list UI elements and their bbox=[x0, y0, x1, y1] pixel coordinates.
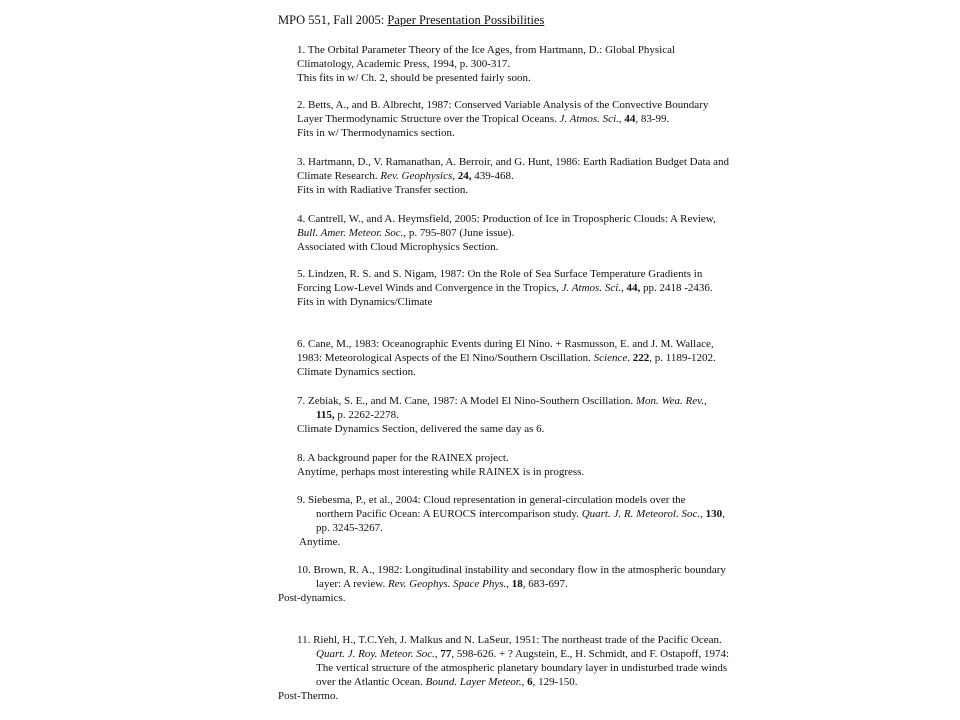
entry-11 bbox=[278, 633, 767, 703]
citation-line bbox=[297, 337, 767, 351]
citation-line bbox=[297, 451, 767, 465]
citation-text: 9. Siebesma, P., et al., 2004: Cloud representation in general-circulation models over the bbox=[297, 494, 686, 506]
citation-line bbox=[297, 267, 767, 281]
citation-line bbox=[297, 98, 767, 112]
citation-text: , bbox=[618, 113, 625, 125]
entry-5 bbox=[297, 267, 767, 309]
citation-line bbox=[297, 661, 767, 675]
citation-text: , bbox=[722, 508, 725, 520]
citation-text: pp. 3245-3267. bbox=[316, 522, 383, 534]
entry-9 bbox=[297, 493, 767, 549]
citation-text: Climate Research. bbox=[297, 170, 381, 182]
citation-text: p. 2262-2278. bbox=[334, 409, 399, 421]
citation-line bbox=[297, 281, 767, 295]
journal-name: J. Atmos. Sci. bbox=[559, 113, 619, 125]
citation-text: Forcing Low-Level Winds and Convergence in the Tropics, bbox=[297, 282, 562, 294]
course-label: MPO 551, Fall 2005: bbox=[278, 13, 388, 27]
citation-text: Climatology, Academic Press, 1994, p. 300-317. bbox=[297, 58, 511, 70]
citation-line bbox=[297, 351, 767, 365]
entry-note: Fits in with Radiative Transfer section. bbox=[297, 184, 469, 196]
citation-line bbox=[297, 563, 767, 577]
entry-note: This fits in w/ Ch. 2, should be presented fairly soon. bbox=[297, 72, 531, 84]
journal-name: Bull. Amer. Meteor. Soc., bbox=[297, 227, 407, 239]
citation-line bbox=[297, 493, 767, 507]
volume-number: 222 bbox=[632, 352, 650, 364]
citation-text: 5. Lindzen, R. S. and S. Nigam, 1987: On the Role of Sea Surface Temperature Gradients in bbox=[297, 268, 703, 280]
entry-8 bbox=[297, 451, 767, 479]
entry-2 bbox=[297, 98, 767, 140]
citation-text: 7. Zebiak, S. E., and M. Cane, 1987: A Model El Nino-Southern Oscillation. bbox=[297, 395, 636, 407]
entry-6 bbox=[297, 337, 767, 379]
citation-text: , bbox=[506, 578, 512, 590]
citation-text: Layer Thermodynamic Structure over the Tropical Oceans. bbox=[297, 113, 560, 125]
entry-4 bbox=[297, 212, 767, 254]
entry-3 bbox=[297, 155, 767, 197]
journal-name: Bound. Layer Meteor. bbox=[425, 676, 522, 688]
entry-7 bbox=[297, 394, 767, 436]
volume-number: 77 bbox=[440, 648, 452, 660]
citation-line bbox=[297, 408, 767, 422]
citation-text: . bbox=[627, 352, 633, 364]
entry-10 bbox=[278, 563, 767, 605]
citation-text: 1. The Orbital Parameter Theory of the Ice Ages, from Hartmann, D.: Global Physical bbox=[297, 44, 676, 56]
citation-line bbox=[297, 57, 767, 71]
volume-number: 18 bbox=[511, 578, 523, 590]
citation-text: pp. 2418 -2436. bbox=[640, 282, 713, 294]
citation-line bbox=[297, 394, 767, 408]
citation-text: , bbox=[521, 676, 528, 688]
citation-text: , 83-99. bbox=[635, 113, 670, 125]
entry-note: Climate Dynamics section. bbox=[297, 366, 416, 378]
citation-text: 11. Riehl, H., T.C.Yeh, J. Malkus and N. LaSeur, 1951: The northeast trade of the Pacific Ocean. bbox=[297, 634, 722, 646]
citation-line bbox=[297, 633, 767, 647]
citation-text: over the Atlantic Ocean. bbox=[316, 676, 426, 688]
citation-text: , 129-150. bbox=[532, 676, 578, 688]
journal-name: Quart. J. R. Meteorol. Soc., bbox=[581, 508, 703, 520]
citation-line bbox=[297, 226, 767, 240]
citation-line bbox=[297, 675, 767, 689]
journal-name: Quart. J. Roy. Meteor. Soc. bbox=[316, 648, 435, 660]
journal-name: Mon. Wea. Rev., bbox=[635, 395, 707, 407]
citation-text: 8. A background paper for the RAINEX project. bbox=[297, 452, 509, 464]
volume-number: 6 bbox=[527, 676, 533, 688]
citation-line bbox=[297, 212, 767, 226]
journal-name: Science bbox=[593, 352, 628, 364]
volume-number: 44 bbox=[624, 113, 636, 125]
citation-line bbox=[297, 155, 767, 169]
entry-1 bbox=[297, 43, 767, 85]
citation-line bbox=[297, 112, 767, 126]
entry-note: Post-dynamics. bbox=[278, 592, 346, 604]
volume-number: 24, bbox=[457, 170, 472, 182]
citation-text: 439-468. bbox=[471, 170, 514, 182]
citation-text: layer: A review. bbox=[316, 578, 388, 590]
citation-text: The vertical structure of the atmospheric planetary boundary layer in undisturbed trade winds bbox=[316, 662, 728, 674]
citation-text: p. 795-807 (June issue). bbox=[406, 227, 515, 239]
citation-line bbox=[297, 507, 767, 521]
citation-text: , bbox=[434, 648, 441, 660]
entry-note: Climate Dynamics Section, delivered the same day as 6. bbox=[297, 423, 545, 435]
citation-line bbox=[297, 43, 767, 57]
citation-text: 1983: Meteorological Aspects of the El Nino/Southern Oscillation. bbox=[297, 352, 594, 364]
journal-name: Rev. Geophys. Space Phys. bbox=[387, 578, 507, 590]
entry-note: Fits in w/ Thermodynamics section. bbox=[297, 127, 455, 139]
entry-note: Anytime. bbox=[299, 536, 341, 548]
citation-text: , 598-626. + ? Augstein, E., H. Schmidt, and F. Ostapoff, 1974: bbox=[451, 648, 730, 660]
citation-line bbox=[297, 169, 767, 183]
citation-text: , 683-697. bbox=[522, 578, 568, 590]
citation-text: northern Pacific Ocean: A EUROCS intercomparison study. bbox=[316, 508, 582, 520]
title-underlined: Paper Presentation Possibilities bbox=[387, 13, 545, 27]
volume-number: 130 bbox=[705, 508, 723, 520]
journal-name: J. Atmos. Sci. bbox=[561, 282, 622, 294]
citation-text: 10. Brown, R. A., 1982: Longitudinal instability and secondary flow in the atmospheric boundary bbox=[297, 564, 726, 576]
citation-line bbox=[297, 647, 767, 661]
volume-number: 44, bbox=[626, 282, 641, 294]
citation-line bbox=[297, 577, 767, 591]
citation-text: , p. 1189-1202. bbox=[649, 352, 716, 364]
citation-text: 2. Betts, A., and B. Albrecht, 1987: Conserved Variable Analysis of the Convective Boundary bbox=[297, 99, 709, 111]
citation-text: 3. Hartmann, D., V. Ramanathan, A. Berroir, and G. Hunt, 1986: Earth Radiation Budget Data and bbox=[297, 156, 730, 168]
entry-note: Post-Thermo. bbox=[278, 690, 339, 702]
citation-text: 6. Cane, M., 1983: Oceanographic Events during El Nino. + Rasmusson, E. and J. M. Wallace, bbox=[297, 338, 714, 350]
entry-note: Fits in with Dynamics/Climate bbox=[297, 296, 433, 308]
citation-text: 4. Cantrell, W., and A. Heymsfield, 2005: Production of Ice in Tropospheric Clouds: A Review, bbox=[297, 213, 716, 225]
journal-name: Rev. Geophysics, bbox=[380, 170, 456, 182]
entry-note: Associated with Cloud Microphysics Section. bbox=[297, 241, 499, 253]
entry-note: Anytime, perhaps most interesting while RAINEX is in progress. bbox=[297, 466, 585, 478]
citation-line bbox=[297, 521, 767, 535]
page-title bbox=[278, 12, 544, 28]
volume-number: 115, bbox=[316, 409, 335, 421]
citation-text: , bbox=[621, 282, 627, 294]
